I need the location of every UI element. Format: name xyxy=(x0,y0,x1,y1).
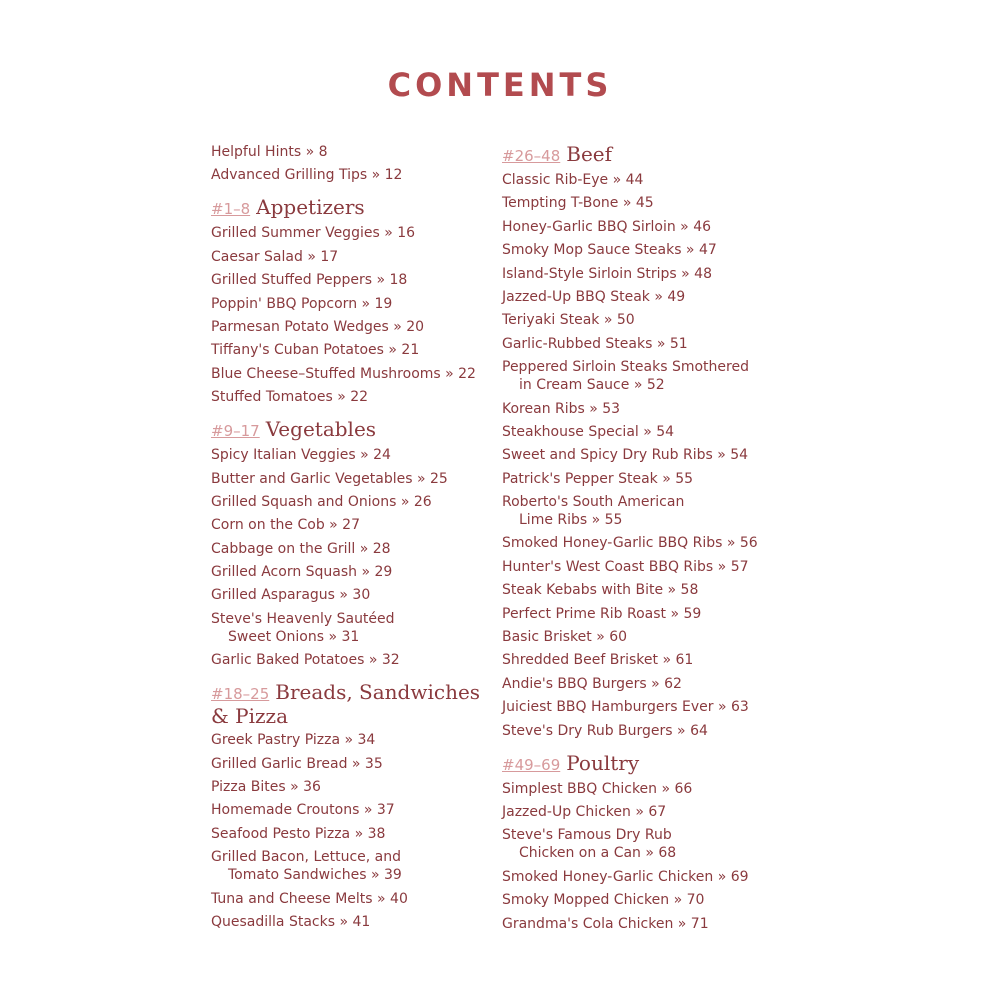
section-name: Appetizers xyxy=(256,195,365,220)
toc-entry-text: Smoky Mop Sauce Steaks » 47 xyxy=(502,242,717,259)
section-number-range: #1–8 xyxy=(211,200,251,219)
section-vegetables xyxy=(211,418,491,669)
section-name: Breads, Sandwiches & Pizza xyxy=(211,680,481,729)
toc-entry xyxy=(502,288,782,306)
toc-entry xyxy=(211,143,491,161)
toc-entry xyxy=(502,493,782,529)
toc-entry-text: Garlic-Rubbed Steaks » 51 xyxy=(502,335,688,352)
toc-entry-text: Greek Pastry Pizza » 34 xyxy=(211,732,376,749)
toc-entry xyxy=(211,365,491,383)
section-number-range: #26–48 xyxy=(502,147,561,165)
toc-entry-continuation: Chicken on a Can » 68 xyxy=(519,845,677,862)
toc-entry-text: Smoked Honey-Garlic BBQ Ribs » 56 xyxy=(502,535,758,552)
right-column xyxy=(502,143,782,938)
toc-entry xyxy=(502,780,782,798)
toc-entry xyxy=(211,778,491,796)
toc-entry-text: Jazzed-Up BBQ Steak » 49 xyxy=(502,288,686,305)
toc-entry xyxy=(502,194,782,212)
toc-entry-text: Grilled Garlic Bread » 35 xyxy=(211,755,383,772)
toc-entry-text: Parmesan Potato Wedges » 20 xyxy=(211,318,425,335)
toc-entry-text: Tuna and Cheese Melts » 40 xyxy=(211,890,408,907)
toc-entry-text: Steve's Dry Rub Burgers » 64 xyxy=(502,722,708,739)
toc-entry xyxy=(502,218,782,236)
toc-entry xyxy=(211,318,491,336)
toc-entry-text: Butter and Garlic Vegetables » 25 xyxy=(211,470,448,487)
section-number-range: #9–17 xyxy=(211,422,260,441)
toc-entry xyxy=(502,826,782,862)
toc-entry-text: Hunter's West Coast BBQ Ribs » 57 xyxy=(502,558,749,575)
toc-entry-text: Honey-Garlic BBQ Sirloin » 46 xyxy=(502,218,712,235)
toc-entry xyxy=(502,311,782,329)
left-column xyxy=(211,143,491,936)
toc-entry xyxy=(502,651,782,669)
toc-entry xyxy=(502,534,782,552)
toc-entry xyxy=(502,581,782,599)
toc-entry-text: Perfect Prime Rib Roast » 59 xyxy=(502,605,702,622)
toc-entry xyxy=(211,248,491,266)
toc-entry-text: Juiciest BBQ Hamburgers Ever » 63 xyxy=(502,699,749,716)
toc-entry-continuation: Tomato Sandwiches » 39 xyxy=(228,867,402,884)
toc-entry xyxy=(211,166,491,184)
toc-entry xyxy=(502,698,782,716)
toc-entry xyxy=(502,470,782,488)
toc-entry-text: Cabbage on the Grill » 28 xyxy=(211,540,391,557)
toc-entry xyxy=(211,651,491,669)
section-heading xyxy=(502,752,782,776)
toc-entry-text: Grilled Squash and Onions » 26 xyxy=(211,493,432,510)
section-name: Vegetables xyxy=(265,417,377,442)
toc-entry xyxy=(211,341,491,359)
toc-entry-text: Steakhouse Special » 54 xyxy=(502,423,675,440)
toc-entry-text: Spicy Italian Veggies » 24 xyxy=(211,447,391,464)
toc-entry-text: Roberto's South American xyxy=(502,494,685,511)
toc-entry-text: Grilled Summer Veggies » 16 xyxy=(211,225,416,242)
toc-entry xyxy=(502,722,782,740)
toc-entry-text: Caesar Salad » 17 xyxy=(211,248,339,265)
section-heading xyxy=(211,196,491,220)
toc-entry xyxy=(502,241,782,259)
toc-entry xyxy=(211,563,491,581)
toc-entry-text: Patrick's Pepper Steak » 55 xyxy=(502,470,694,487)
toc-entry-text: Shredded Beef Brisket » 61 xyxy=(502,652,694,669)
toc-entry xyxy=(211,224,491,242)
section-heading xyxy=(211,418,491,442)
section-number-range: #49–69 xyxy=(502,755,561,774)
toc-entry xyxy=(211,913,491,931)
toc-entry-continuation: Lime Ribs » 55 xyxy=(519,512,623,529)
toc-entry-text: Simplest BBQ Chicken » 66 xyxy=(502,780,693,797)
section-breads-sandwiches-pizza xyxy=(211,681,491,931)
toc-entry xyxy=(502,358,782,394)
toc-entry xyxy=(211,388,491,406)
toc-entry-text: Steak Kebabs with Bite » 58 xyxy=(502,582,699,599)
toc-entry-continuation: Sweet Onions » 31 xyxy=(228,628,360,645)
toc-entry xyxy=(211,540,491,558)
section-name: Beef xyxy=(566,142,613,166)
section-beef xyxy=(502,143,782,740)
toc-entry-text: Grilled Acorn Squash » 29 xyxy=(211,564,393,581)
toc-entry xyxy=(502,675,782,693)
toc-entry xyxy=(502,400,782,418)
toc-entry xyxy=(211,586,491,604)
toc-entry xyxy=(502,423,782,441)
toc-entry-text: Quesadilla Stacks » 41 xyxy=(211,913,371,930)
toc-entry-text: Smoked Honey-Garlic Chicken » 69 xyxy=(502,868,749,885)
toc-entry-text: Seafood Pesto Pizza » 38 xyxy=(211,825,386,842)
toc-entry-text: Pizza Bites » 36 xyxy=(211,779,321,796)
section-poultry xyxy=(502,752,782,933)
toc-entry-text: Sweet and Spicy Dry Rub Ribs » 54 xyxy=(502,447,749,464)
section-heading xyxy=(211,681,496,727)
toc-entry xyxy=(211,271,491,289)
page-title: CONTENTS xyxy=(387,66,613,104)
toc-entry xyxy=(502,558,782,576)
toc-entry xyxy=(211,848,491,884)
toc-entry-text: Corn on the Cob » 27 xyxy=(211,517,360,534)
toc-entry-text: Andie's BBQ Burgers » 62 xyxy=(502,675,682,692)
toc-entry-text: Homemade Croutons » 37 xyxy=(211,802,395,819)
toc-entry xyxy=(502,265,782,283)
toc-entry-text: Grilled Bacon, Lettuce, and xyxy=(211,849,402,866)
toc-entry-continuation: in Cream Sauce » 52 xyxy=(519,377,665,394)
toc-entry-text: Korean Ribs » 53 xyxy=(502,400,621,417)
toc-entry-text: Steve's Heavenly Sautéed xyxy=(211,610,395,627)
toc-entry xyxy=(211,493,491,511)
toc-entry-text: Tiffany's Cuban Potatoes » 21 xyxy=(211,342,420,359)
toc-entry-text: Helpful Hints » 8 xyxy=(211,144,328,160)
toc-entry-text: Stuffed Tomatoes » 22 xyxy=(211,389,369,406)
toc-entry xyxy=(211,610,491,646)
toc-entry-text: Steve's Famous Dry Rub xyxy=(502,827,672,844)
toc-entry-text: Classic Rib-Eye » 44 xyxy=(502,172,644,188)
toc-entry xyxy=(211,801,491,819)
toc-entry xyxy=(211,731,491,749)
toc-entry-text: Peppered Sirloin Steaks Smothered xyxy=(502,359,749,376)
toc-entry-text: Basic Brisket » 60 xyxy=(502,629,628,646)
toc-entry xyxy=(211,516,491,534)
toc-entry xyxy=(211,890,491,908)
toc-entry xyxy=(502,803,782,821)
toc-entry-text: Grandma's Cola Chicken » 71 xyxy=(502,915,709,932)
toc-entry xyxy=(211,755,491,773)
toc-entry-text: Blue Cheese–Stuffed Mushrooms » 22 xyxy=(211,365,476,382)
toc-entry xyxy=(502,628,782,646)
section-name: Poultry xyxy=(566,750,640,775)
toc-entry-text: Grilled Stuffed Peppers » 18 xyxy=(211,272,408,289)
toc-entry-text: Smoky Mopped Chicken » 70 xyxy=(502,892,705,909)
toc-entry-text: Poppin' BBQ Popcorn » 19 xyxy=(211,295,393,312)
toc-entry xyxy=(502,446,782,464)
toc-entry-text: Island-Style Sirloin Strips » 48 xyxy=(502,265,712,282)
section-number-range: #18–25 xyxy=(211,685,270,704)
toc-entry xyxy=(502,171,782,189)
toc-entry xyxy=(502,605,782,623)
toc-entry-text: Advanced Grilling Tips » 12 xyxy=(211,167,403,184)
toc-entry-text: Teriyaki Steak » 50 xyxy=(502,312,635,329)
toc-entry-text: Grilled Asparagus » 30 xyxy=(211,587,371,604)
toc-entry xyxy=(211,295,491,313)
toc-entry xyxy=(502,868,782,886)
toc-entry-text: Jazzed-Up Chicken » 67 xyxy=(502,803,667,820)
toc-entry-text: Tempting T-Bone » 45 xyxy=(502,195,654,212)
section-appetizers xyxy=(211,196,491,406)
toc-entry xyxy=(211,825,491,843)
toc-entry xyxy=(502,335,782,353)
toc-entry-text: Garlic Baked Potatoes » 32 xyxy=(211,652,400,669)
toc-entry xyxy=(502,915,782,933)
toc-entry xyxy=(211,446,491,464)
section-heading xyxy=(502,143,782,167)
toc-entry xyxy=(502,891,782,909)
toc-entry xyxy=(211,470,491,488)
